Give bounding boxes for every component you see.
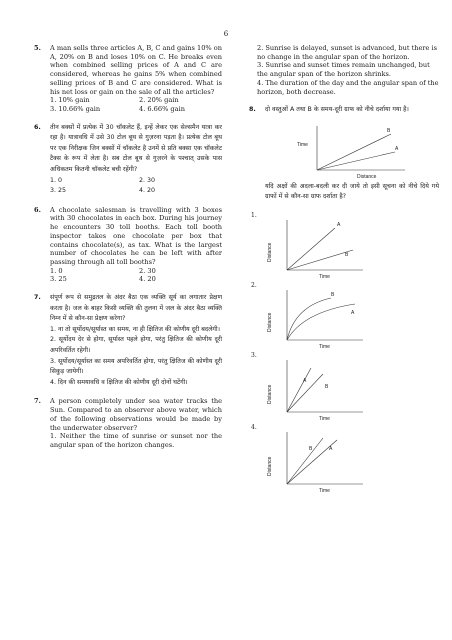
- question-5: [34, 44, 222, 114]
- question-7-hindi: [34, 293, 222, 388]
- question-text: संपूर्ण रूप से समुद्रतल के अंदर बैठा एक व्यक्ति सूर्य का लगातार प्रेक्षण करता है। जल के बाहर किसी व्यक्ति की तुलना में जल के अंदर बैठा व्यक्ति निम्न में से कौन-सा प्रेक्षण करेगा?: [50, 294, 222, 323]
- graph-plot: [259, 212, 379, 282]
- option-1: 1. 0: [50, 176, 63, 184]
- graph-plot: [259, 282, 379, 352]
- line-label-b: B: [309, 446, 313, 452]
- option-3: 3. Sunrise and sunset times remain unchanged, but the angular span of the horizon shrinks.: [257, 61, 430, 79]
- option-3: 3. 25: [50, 187, 67, 195]
- question-number: 6.: [34, 205, 41, 214]
- question-8-hindi: [249, 105, 439, 203]
- x-axis-label: Time: [319, 416, 330, 422]
- option-number: 2.: [251, 282, 257, 289]
- option-1: 1. Neither the time of sunrise or sunset nor the angular span of the horizon changes.: [50, 432, 222, 449]
- question-text-continued: यदि अक्षों की अदला-बदली कर दी जाये तो इसी सूचना को नीचे दिये गये ग्राफों में से कौन-सा ग्राफ दर्शाता है?: [265, 182, 439, 201]
- options: [50, 176, 222, 197]
- line-b: [317, 134, 391, 170]
- right-column: [249, 44, 439, 496]
- option-3: 3. 25: [50, 275, 67, 284]
- options: [50, 267, 222, 284]
- option-3: 3. 10.66% gain: [50, 104, 101, 113]
- question-7-english-continued: [249, 44, 439, 96]
- option-4: 4. 20: [139, 187, 156, 195]
- question-number: 6.: [34, 123, 41, 131]
- option-4: 4. दिन की समयावधि व क्षितिज की कोणीय दूरी दोनों घटेंगी।: [50, 378, 188, 386]
- left-column: [34, 44, 222, 459]
- line-label-b: B: [387, 127, 391, 134]
- question-7-english: [34, 397, 222, 449]
- question-number: 7.: [34, 294, 41, 302]
- option-graph-4: [241, 424, 439, 496]
- option-graph-1: [241, 212, 439, 282]
- option-2: 2. 30: [139, 266, 156, 275]
- question-6-english: [34, 206, 222, 284]
- line-a: [287, 228, 335, 270]
- option-number: 1.: [251, 212, 257, 219]
- line-b: [287, 438, 323, 484]
- y-axis-label: Distance: [267, 384, 273, 404]
- question-text: तीन बक्सों में प्रत्येक में 30 चॉकलेट हैं, इन्हें लेकर एक सेल्समैन यात्रा कर रहा है। यात्रावधि में उसे 30 टोल बूथ से गुज़रना पड़ता है। प्रत्येक टोल बूथ पर एक निरीक्षक जिन बक्सों में चॉकलेट है उनमें से प्रति बक्सा एक चॉकलेट टैक्स के रूप में लेता है। सब टोल बूथ से गुज़रने के पश्चात् उसके पास अधिकतम कितनी चॉकलेट बची रहेंगी?: [50, 123, 222, 173]
- graph-plot: [259, 424, 379, 496]
- option-4: 4. 20: [139, 275, 156, 284]
- x-axis-label: Time: [319, 488, 330, 494]
- line-label-b: B: [345, 252, 349, 258]
- y-axis-label: Time: [297, 141, 308, 148]
- line-a: [287, 368, 311, 412]
- options: [50, 432, 222, 449]
- x-axis-label: Distance: [357, 173, 377, 180]
- option-1: 1. ना तो सूर्योदय/सूर्यास्त का समय, ना ही क्षितिज की कोणीय दूरी बदलेगी।: [50, 325, 220, 333]
- graph-plot: [259, 352, 379, 424]
- option-2: 2. Sunrise is delayed, sunset is advanced, but there is no change in the angular span of the horizon.: [257, 44, 438, 61]
- options: [50, 96, 222, 113]
- question-text: दो वस्तुओं A तथा B के समय-दूरी ग्राफ को नीचे दर्शाया गया है।: [265, 106, 409, 114]
- line-label-a: A: [329, 446, 333, 452]
- line-b: [287, 250, 353, 270]
- x-axis-label: Time: [319, 344, 330, 350]
- main-graph: [295, 120, 415, 180]
- option-graph-3: [241, 352, 439, 424]
- x-axis-label: Time: [319, 274, 330, 280]
- question-number: 7.: [34, 397, 41, 406]
- line-a: [317, 152, 395, 170]
- y-axis-label: Distance: [267, 456, 273, 476]
- option-1: 1. 0: [50, 266, 63, 275]
- question-number: 8.: [249, 106, 256, 114]
- page-number: 6: [223, 30, 229, 38]
- question-text: A man sells three articles A, B, C and gains 10% on A, 20% on B and loses 10% on C. He breaks even when combined selling prices of A and C are considered, whereas he gains 5% when combined selling prices of B and C are considered. What is his net loss or gain on the sale of all the articles?: [50, 44, 222, 96]
- option-number: 4.: [251, 424, 257, 431]
- option-2: 2. सूर्योदय देर से होगा, सूर्यास्त पहले होगा, परंतु क्षितिज की कोणीय दूरी अपरिवर्तित रहेगी।: [50, 336, 222, 355]
- line-label-b: B: [331, 292, 335, 298]
- curve-a: [287, 304, 355, 340]
- line-label-a: A: [351, 310, 355, 316]
- option-number: 3.: [251, 352, 257, 359]
- option-4: 4. 6.66% gain: [139, 104, 185, 113]
- question-number: 5.: [34, 44, 41, 52]
- option-2: 2. 20% gain: [139, 96, 179, 105]
- option-1: 1. 10% gain: [50, 96, 90, 105]
- line-label-a: A: [303, 378, 307, 384]
- option-graph-2: [241, 282, 439, 352]
- line-label-a: A: [395, 145, 399, 152]
- question-6-hindi: [34, 123, 222, 197]
- option-2: 2. 30: [139, 176, 156, 184]
- option-3: 3. सूर्योदय/सूर्यास्त का समय अपरिवर्तित होगा, परंतु क्षितिज की कोणीय दूरी सिकुड़ जायेगी।: [50, 357, 222, 376]
- y-axis-label: Distance: [267, 312, 273, 332]
- question-text: A person completely under sea water tracks the Sun. Compared to an observer above water, which of the following observations would be made by the underwater observer?: [50, 397, 222, 432]
- option-4: 4. The duration of the day and the angular span of the horizon, both decrease.: [257, 78, 439, 96]
- line-label-b: B: [325, 384, 329, 390]
- question-text: A chocolate salesman is travelling with 3 boxes with 30 chocolates in each box. During his journey he encounters 30 toll booths. Each toll booth inspector takes one chocolate per box that contains chocolate(s), as tax. What is the largest number of chocolates he can be left with after passing through all toll booths?: [50, 205, 222, 266]
- y-axis-label: Distance: [267, 242, 273, 262]
- options: [50, 325, 222, 389]
- line-label-a: A: [337, 222, 341, 228]
